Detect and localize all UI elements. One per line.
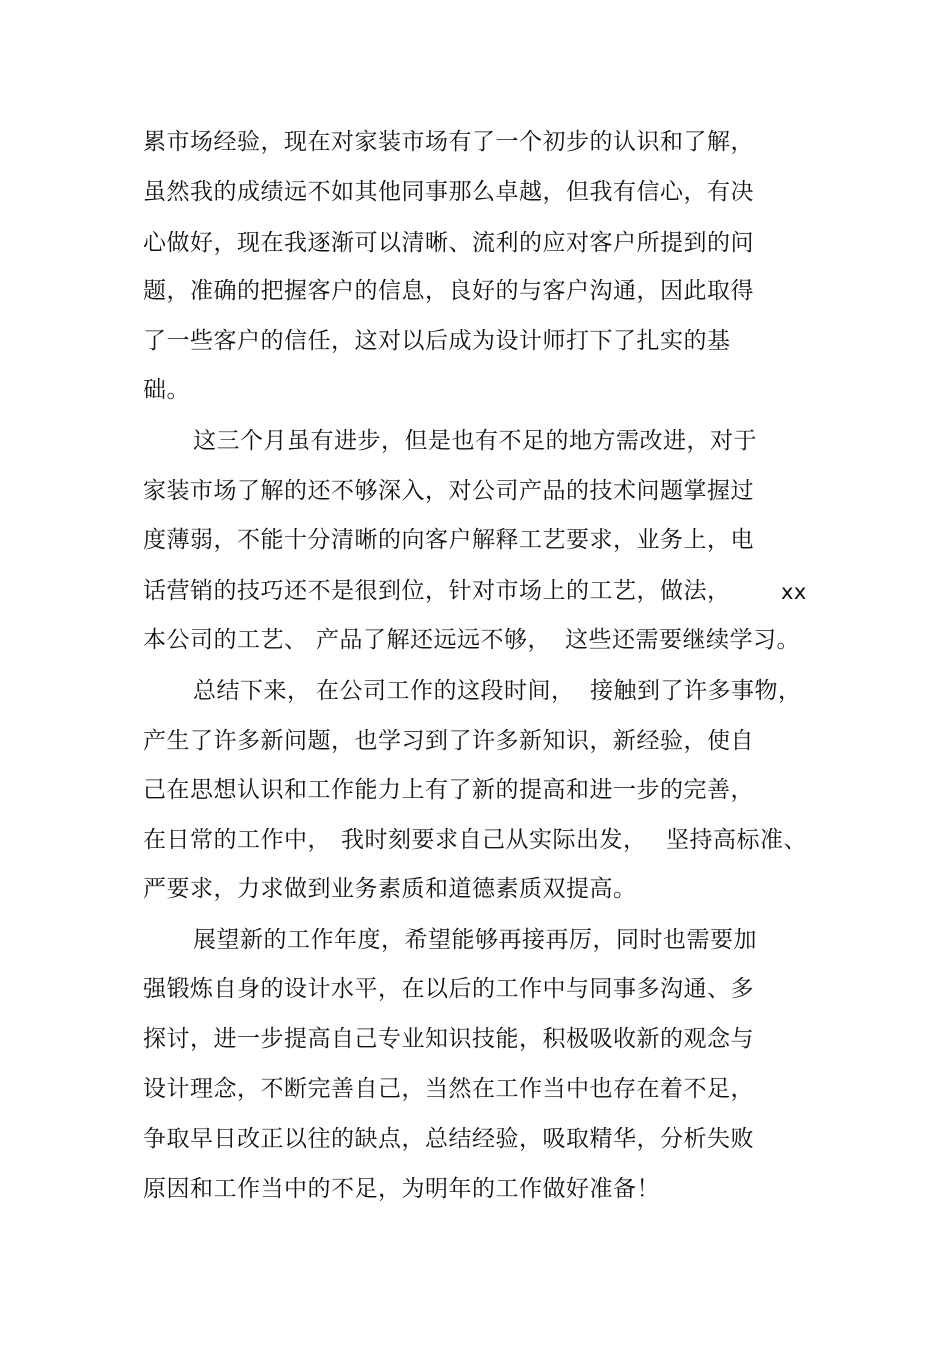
text-line: 累市场经验，现在对家装市场有了一个初步的认识和了解， — [143, 129, 754, 155]
text-line: 展望新的工作年度，希望能够再接再厉，同时也需要加 — [193, 927, 757, 953]
text-line: 这三个月虽有进步，但是也有不足的地方需改进，对于 — [193, 428, 757, 454]
text-fragment: 这些还需要继续学习。 — [565, 627, 800, 653]
text-line: 题，准确的把握客户的信息，良好的与客户沟通，因此取得 — [143, 278, 754, 304]
text-line: 在日常的工作中， — [143, 827, 331, 853]
text-line: 了一些客户的信任，这对以后成为设计师打下了扎实的基 — [143, 328, 731, 354]
text-line: 础。 — [143, 377, 190, 403]
text-line: 强锻炼自身的设计水平，在以后的工作中与同事多沟通、多 — [143, 976, 754, 1002]
text-line: 心做好，现在我逐渐可以清晰、流利的应对客户所提到的问 — [143, 230, 754, 256]
text-fragment: xx — [781, 580, 807, 604]
text-line: 产生了许多新问题，也学习到了许多新知识，新经验，使自 — [143, 728, 754, 754]
text-line: 家装市场了解的还不够深入，对公司产品的技术问题掌握过 — [143, 478, 754, 504]
text-line: 本公司的工艺、 — [143, 627, 308, 653]
text-fragment: 产品了解还远远不够， — [316, 627, 551, 653]
text-fragment: 我时刻要求自己从实际出发， — [341, 827, 647, 853]
text-line: 话营销的技巧还不是很到位，针对市场上的工艺，做法， — [143, 578, 731, 604]
text-line: 总结下来， — [193, 678, 311, 704]
text-fragment: 坚持高标准、 — [666, 827, 807, 853]
text-fragment: 在公司工作的这段时间， — [316, 678, 575, 704]
text-line: 探讨，进一步提高自己专业知识技能，积极吸收新的观念与 — [143, 1026, 754, 1052]
text-line: 虽然我的成绩远不如其他同事那么卓越，但我有信心，有决 — [143, 179, 754, 205]
text-line: 原因和工作当中的不足，为明年的工作做好准备！ — [143, 1176, 660, 1202]
text-fragment: 接触到了许多事物， — [590, 678, 802, 704]
text-line: 己在思想认识和工作能力上有了新的提高和进一步的完善， — [143, 777, 754, 803]
text-line: 度薄弱，不能十分清晰的向客户解释工艺要求，业务上，电 — [143, 527, 754, 553]
text-line: 争取早日改正以往的缺点，总结经验，吸取精华，分析失败 — [143, 1126, 754, 1152]
text-line: 设计理念，不断完善自己，当然在工作当中也存在着不足， — [143, 1076, 754, 1102]
text-line: 严要求，力求做到业务素质和道德素质双提高。 — [143, 876, 637, 902]
